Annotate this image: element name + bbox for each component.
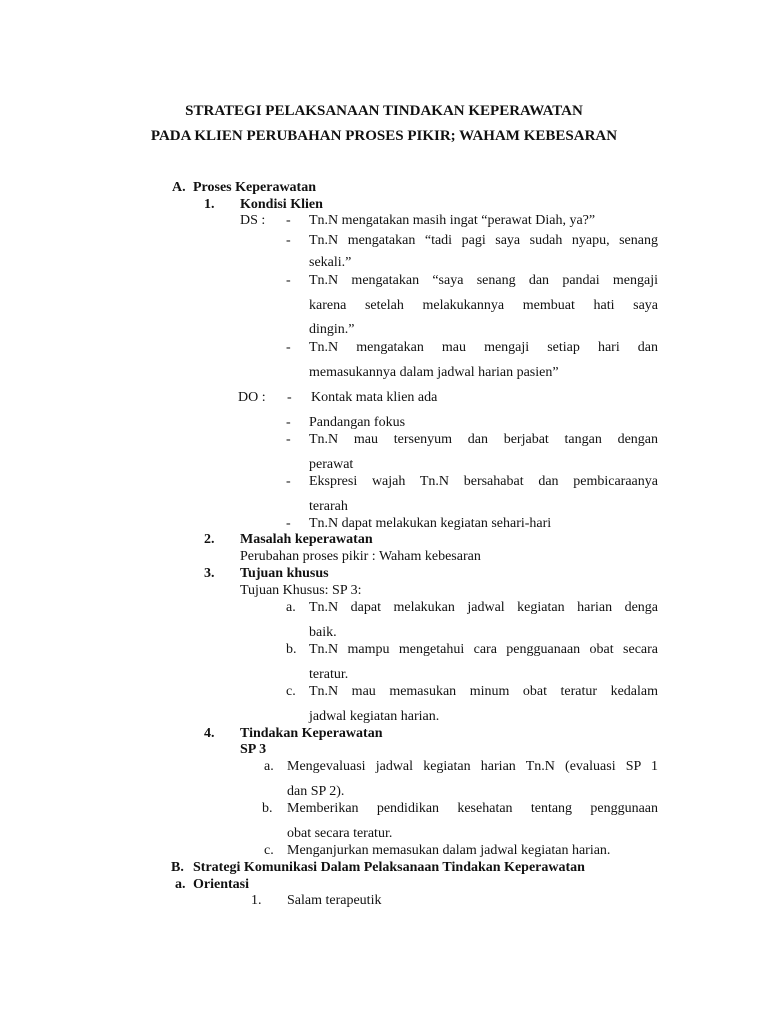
do-item-1: Kontak mata klien ada (311, 390, 438, 405)
item-4b-line-2: obat secara teratur. (287, 826, 393, 841)
item-4c-marker: c. (264, 843, 274, 858)
ds-item-4-line-1: Tn.N mengatakan mau mengaji setiap hari dan (309, 340, 658, 355)
item-3-intro: Tujuan Khusus: SP 3: (240, 583, 362, 598)
item-4-number: 4. (204, 726, 215, 741)
ds-item-3-line-3: dingin.” (309, 322, 355, 337)
item-3-number: 3. (204, 566, 215, 581)
do-item-3-line-1: Tn.N mau tersenyum dan berjabat tangan dengan (309, 432, 658, 447)
item-4b-line-1: Memberikan pendidikan kesehatan tentang penggunaan (287, 801, 658, 816)
section-b-item-text: Salam terapeutik (287, 893, 382, 908)
ds-item-4-line-2: memasukannya dalam jadwal harian pasien” (309, 365, 559, 380)
item-4c-line-1: Menganjurkan memasukan dalam jadwal kegiatan harian. (287, 843, 611, 858)
do-item-4-line-1: Ekspresi wajah Tn.N bersahabat dan pembicaraanya (309, 474, 658, 489)
ds-dash: - (286, 273, 291, 288)
item-3a-line-1: Tn.N dapat melakukan jadwal kegiatan harian denga (309, 600, 658, 615)
item-2-text: Perubahan proses pikir : Waham kebesaran (240, 549, 481, 564)
item-4a-marker: a. (264, 759, 274, 774)
section-a-marker: A. (172, 180, 186, 195)
section-b-item-number: 1. (251, 893, 262, 908)
ds-item-2-line-2: sekali.” (309, 255, 352, 270)
do-item-5: Tn.N dapat melakukan kegiatan sehari-hari (309, 516, 552, 531)
ds-label: DS : (240, 213, 266, 228)
do-item-2: Pandangan fokus (309, 415, 406, 430)
item-4b-marker: b. (262, 801, 273, 816)
do-item-3-line-2: perawat (309, 457, 354, 472)
section-b-sub-marker: a. (175, 877, 186, 892)
item-4a-line-1: Mengevaluasi jadwal kegiatan harian Tn.N (evaluasi SP 1 (287, 759, 658, 774)
ds-item-2-line-1: Tn.N mengatakan “tadi pagi saya sudah nyapu, senang (309, 233, 658, 248)
item-3c-line-1: Tn.N mau memasukan minum obat teratur kedalam (309, 684, 658, 699)
section-b-sub-heading: Orientasi (193, 877, 249, 892)
item-3b-line-2: teratur. (309, 667, 349, 682)
item-4a-line-2: dan SP 2). (287, 784, 345, 799)
ds-item-3-line-2: karena setelah melakukannya membuat hati saya (309, 298, 658, 313)
do-item-4-line-2: terarah (309, 499, 348, 514)
title-line-2: PADA KLIEN PERUBAHAN PROSES PIKIR; WAHAM KEBESARAN (150, 128, 618, 144)
item-3-heading: Tujuan khusus (240, 566, 329, 581)
ds-item-3-line-1: Tn.N mengatakan “saya senang dan pandai mengaji (309, 273, 658, 288)
item-1-heading: Kondisi Klien (240, 197, 323, 212)
item-3b-marker: b. (286, 642, 297, 657)
do-dash: - (287, 390, 292, 405)
title-line-1: STRATEGI PELAKSANAAN TINDAKAN KEPERAWATAN (185, 103, 583, 119)
section-b-marker: B. (171, 860, 184, 875)
item-3a-line-2: baik. (309, 625, 337, 640)
do-dash: - (286, 516, 291, 531)
do-dash: - (286, 474, 291, 489)
ds-item-1-line-1: Tn.N mengatakan masih ingat “perawat Diah, ya?” (309, 213, 596, 228)
item-3c-marker: c. (286, 684, 296, 699)
item-2-heading: Masalah keperawatan (240, 532, 373, 547)
do-dash: - (286, 432, 291, 447)
ds-dash: - (286, 340, 291, 355)
item-4-sub-heading: SP 3 (240, 742, 267, 757)
item-3a-marker: a. (286, 600, 296, 615)
item-3b-line-1: Tn.N mampu mengetahui cara pengguanaan obat secara (309, 642, 658, 657)
item-3c-line-2: jadwal kegiatan harian. (309, 709, 440, 724)
section-b-heading: Strategi Komunikasi Dalam Pelaksanaan Tindakan Keperawatan (193, 860, 585, 875)
do-dash: - (286, 415, 291, 430)
section-a-heading: Proses Keperawatan (193, 180, 316, 195)
ds-dash: - (286, 233, 291, 248)
item-2-number: 2. (204, 532, 215, 547)
ds-dash: - (286, 213, 291, 228)
item-4-heading: Tindakan Keperawatan (240, 726, 383, 741)
do-label: DO : (238, 390, 266, 405)
item-1-number: 1. (204, 197, 215, 212)
